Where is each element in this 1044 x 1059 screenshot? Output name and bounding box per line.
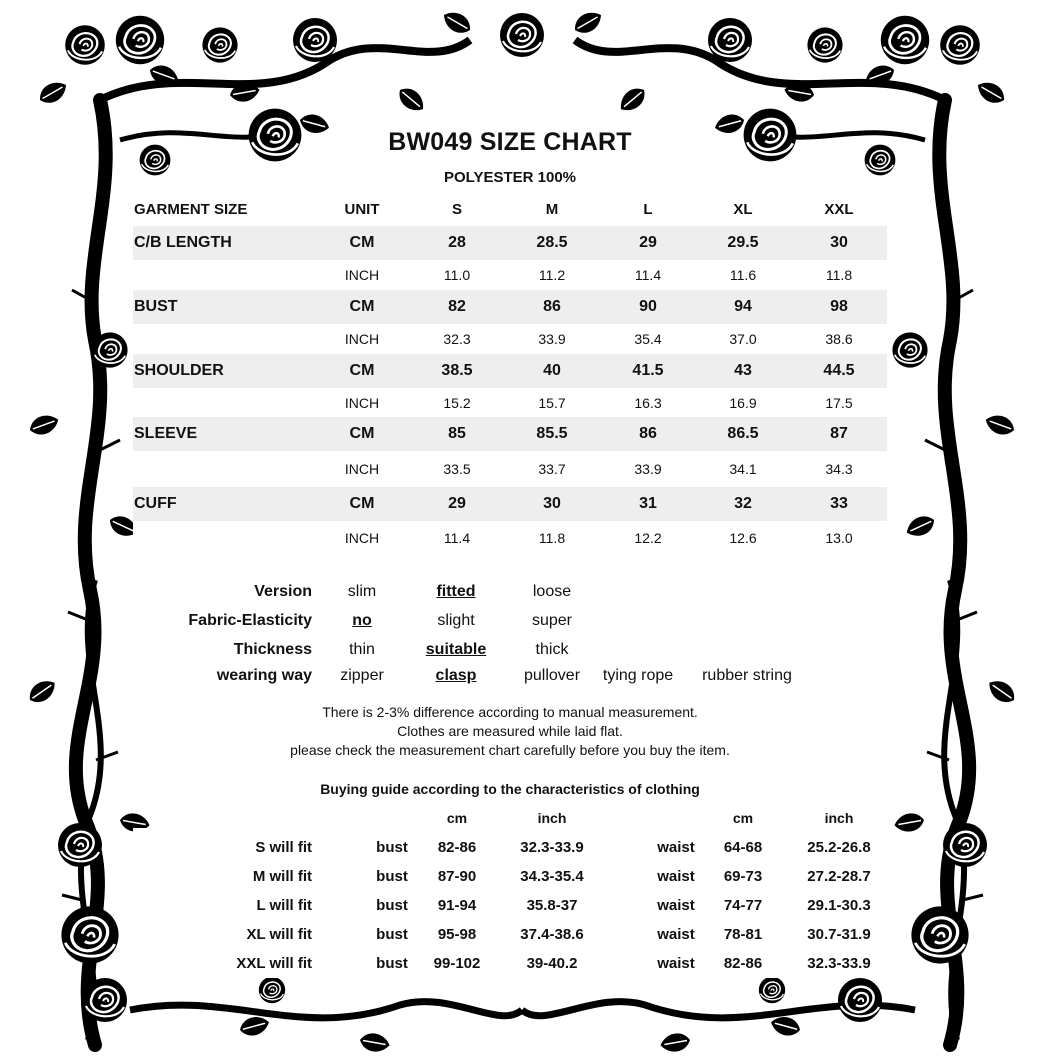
cell-cm-m: 86 bbox=[543, 298, 561, 315]
cell-cm-xxl: 30 bbox=[830, 234, 848, 251]
cell-cm-xxl: 98 bbox=[830, 298, 848, 315]
attribute-option: super bbox=[531, 612, 573, 629]
guide-bust-label: bust bbox=[376, 955, 408, 972]
guide-bust-inch: 37.4-38.6 bbox=[520, 926, 584, 943]
cell-inch-xl: 34.1 bbox=[729, 461, 757, 477]
attribute-label: Version bbox=[254, 583, 312, 600]
cell-inch-l: 35.4 bbox=[634, 331, 662, 347]
row-shade bbox=[133, 354, 887, 388]
attribute-option: tying rope bbox=[602, 667, 674, 684]
guide-waist-label: waist bbox=[657, 897, 695, 914]
note-line: please check the measurement chart carefully before you buy the item. bbox=[290, 742, 730, 758]
guide-size: L will fit bbox=[256, 897, 312, 914]
guide-waist-inch: 30.7-31.9 bbox=[807, 926, 871, 943]
cell-inch-l: 11.4 bbox=[634, 267, 662, 283]
unit-inch: INCH bbox=[344, 530, 380, 546]
note-line: Clothes are measured while laid flat. bbox=[397, 723, 623, 739]
unit-cm: CM bbox=[349, 234, 375, 251]
row-shade bbox=[133, 290, 887, 324]
unit-inch: INCH bbox=[344, 331, 380, 347]
header-size-xxl: XXL bbox=[824, 201, 854, 218]
cell-cm-l: 41.5 bbox=[632, 362, 664, 379]
row-label: SLEEVE bbox=[134, 425, 198, 442]
guide-bust-cm: 95-98 bbox=[437, 926, 477, 943]
cell-inch-xl: 12.6 bbox=[729, 530, 757, 546]
attribute-option: loose bbox=[532, 583, 572, 600]
unit-inch: INCH bbox=[344, 461, 380, 477]
cell-cm-l: 90 bbox=[639, 298, 657, 315]
cell-cm-xl: 43 bbox=[734, 362, 752, 379]
row-label: SHOULDER bbox=[134, 362, 224, 379]
cell-cm-xl: 29.5 bbox=[727, 234, 759, 251]
cell-cm-m: 30 bbox=[543, 495, 561, 512]
header-size-xl: XL bbox=[733, 201, 753, 218]
cell-inch-s: 33.5 bbox=[443, 461, 471, 477]
guide-bust-label: bust bbox=[376, 868, 408, 885]
unit-cm: CM bbox=[349, 362, 375, 379]
guide-size: XL will fit bbox=[246, 926, 312, 943]
cell-cm-m: 40 bbox=[543, 362, 561, 379]
cell-cm-xl: 32 bbox=[734, 495, 752, 512]
guide-bust-inch: 34.3-35.4 bbox=[520, 868, 584, 885]
guide-waist-cm: 82-86 bbox=[723, 955, 763, 972]
cell-inch-xl: 37.0 bbox=[729, 331, 757, 347]
row-shade bbox=[133, 226, 887, 260]
cell-inch-xxl: 17.5 bbox=[825, 395, 853, 411]
cell-inch-m: 15.7 bbox=[538, 395, 566, 411]
attribute-option: thick bbox=[535, 641, 569, 658]
guide-bust-cm: 82-86 bbox=[437, 839, 477, 856]
guide-bust-inch: 35.8-37 bbox=[526, 897, 578, 914]
cell-cm-l: 86 bbox=[639, 425, 657, 442]
unit-inch: INCH bbox=[344, 395, 380, 411]
cell-cm-m: 85.5 bbox=[536, 425, 568, 442]
cell-inch-l: 16.3 bbox=[634, 395, 662, 411]
unit-inch: INCH bbox=[344, 267, 380, 283]
cell-inch-m: 11.8 bbox=[538, 530, 566, 546]
attribute-option: pullover bbox=[523, 667, 581, 684]
page-title: BW049 SIZE CHART bbox=[388, 128, 632, 156]
guide-col-cm: cm bbox=[732, 810, 754, 826]
guide-bust-label: bust bbox=[376, 897, 408, 914]
guide-bust-cm: 87-90 bbox=[437, 868, 477, 885]
row-label: BUST bbox=[134, 298, 178, 315]
guide-col-inch: inch bbox=[537, 810, 567, 826]
attribute-option: zipper bbox=[340, 667, 384, 684]
guide-size: M will fit bbox=[252, 868, 312, 885]
attribute-option-selected: suitable bbox=[425, 641, 487, 658]
page-subtitle: POLYESTER 100% bbox=[443, 169, 577, 186]
header-garment-size: GARMENT SIZE bbox=[134, 201, 248, 218]
attribute-option: slim bbox=[347, 583, 377, 600]
cell-cm-m: 28.5 bbox=[536, 234, 568, 251]
guide-waist-cm: 74-77 bbox=[723, 897, 763, 914]
cell-cm-xxl: 33 bbox=[830, 495, 848, 512]
attribute-option-selected: fitted bbox=[436, 583, 476, 600]
cell-cm-l: 29 bbox=[639, 234, 657, 251]
header-size-m: M bbox=[545, 201, 559, 218]
header-size-s: S bbox=[451, 201, 463, 218]
guide-waist-cm: 64-68 bbox=[723, 839, 763, 856]
cell-inch-m: 33.9 bbox=[538, 331, 566, 347]
attribute-label: wearing way bbox=[216, 667, 312, 684]
cell-cm-xxl: 44.5 bbox=[823, 362, 855, 379]
row-label: C/B LENGTH bbox=[134, 234, 232, 251]
cell-cm-s: 28 bbox=[448, 234, 466, 251]
guide-waist-label: waist bbox=[657, 955, 695, 972]
guide-col-inch: inch bbox=[824, 810, 854, 826]
guide-size: XXL will fit bbox=[236, 955, 312, 972]
cell-inch-xxl: 34.3 bbox=[825, 461, 853, 477]
guide-waist-label: waist bbox=[657, 868, 695, 885]
guide-size: S will fit bbox=[255, 839, 312, 856]
attribute-label: Fabric-Elasticity bbox=[188, 612, 312, 629]
guide-waist-inch: 27.2-28.7 bbox=[807, 868, 871, 885]
header-unit: UNIT bbox=[344, 201, 380, 218]
guide-bust-inch: 39-40.2 bbox=[526, 955, 578, 972]
cell-inch-s: 11.0 bbox=[443, 267, 471, 283]
cell-inch-m: 11.2 bbox=[538, 267, 566, 283]
unit-cm: CM bbox=[349, 425, 375, 442]
guide-title: Buying guide according to the characteristics of clothing bbox=[320, 781, 700, 797]
guide-waist-cm: 78-81 bbox=[723, 926, 763, 943]
cell-cm-s: 38.5 bbox=[441, 362, 473, 379]
attribute-option: rubber string bbox=[702, 667, 792, 684]
unit-cm: CM bbox=[349, 495, 375, 512]
guide-bust-cm: 99-102 bbox=[433, 955, 481, 972]
guide-waist-label: waist bbox=[657, 926, 695, 943]
cell-inch-s: 32.3 bbox=[443, 331, 471, 347]
guide-waist-cm: 69-73 bbox=[723, 868, 763, 885]
row-label: CUFF bbox=[134, 495, 177, 512]
cell-inch-xxl: 11.8 bbox=[825, 267, 853, 283]
cell-inch-m: 33.7 bbox=[538, 461, 566, 477]
attribute-option: slight bbox=[437, 612, 475, 629]
cell-cm-s: 82 bbox=[448, 298, 466, 315]
guide-bust-label: bust bbox=[376, 839, 408, 856]
note-line: There is 2-3% difference according to manual measurement. bbox=[322, 704, 698, 720]
attribute-label: Thickness bbox=[233, 641, 312, 658]
cell-cm-l: 31 bbox=[639, 495, 657, 512]
cell-inch-xxl: 38.6 bbox=[825, 331, 853, 347]
guide-bust-inch: 32.3-33.9 bbox=[520, 839, 584, 856]
attribute-option: thin bbox=[349, 641, 375, 658]
cell-inch-xl: 11.6 bbox=[729, 267, 757, 283]
cell-inch-xl: 16.9 bbox=[729, 395, 757, 411]
cell-inch-s: 11.4 bbox=[443, 530, 471, 546]
cell-cm-xl: 86.5 bbox=[727, 425, 759, 442]
unit-cm: CM bbox=[349, 298, 375, 315]
guide-waist-inch: 29.1-30.3 bbox=[807, 897, 871, 914]
guide-col-cm: cm bbox=[446, 810, 468, 826]
header-size-l: L bbox=[643, 201, 653, 218]
guide-bust-label: bust bbox=[376, 926, 408, 943]
guide-waist-inch: 25.2-26.8 bbox=[807, 839, 871, 856]
row-shade bbox=[133, 417, 887, 451]
cell-cm-s: 85 bbox=[448, 425, 466, 442]
cell-cm-xl: 94 bbox=[734, 298, 752, 315]
cell-cm-xxl: 87 bbox=[830, 425, 848, 442]
cell-inch-l: 33.9 bbox=[634, 461, 662, 477]
guide-bust-cm: 91-94 bbox=[437, 897, 477, 914]
guide-waist-label: waist bbox=[657, 839, 695, 856]
cell-inch-l: 12.2 bbox=[634, 530, 662, 546]
cell-cm-s: 29 bbox=[448, 495, 466, 512]
row-shade bbox=[133, 487, 887, 521]
guide-waist-inch: 32.3-33.9 bbox=[807, 955, 871, 972]
attribute-option-selected: no bbox=[352, 612, 372, 629]
cell-inch-s: 15.2 bbox=[443, 395, 471, 411]
attribute-option-selected: clasp bbox=[435, 667, 477, 684]
cell-inch-xxl: 13.0 bbox=[825, 530, 853, 546]
